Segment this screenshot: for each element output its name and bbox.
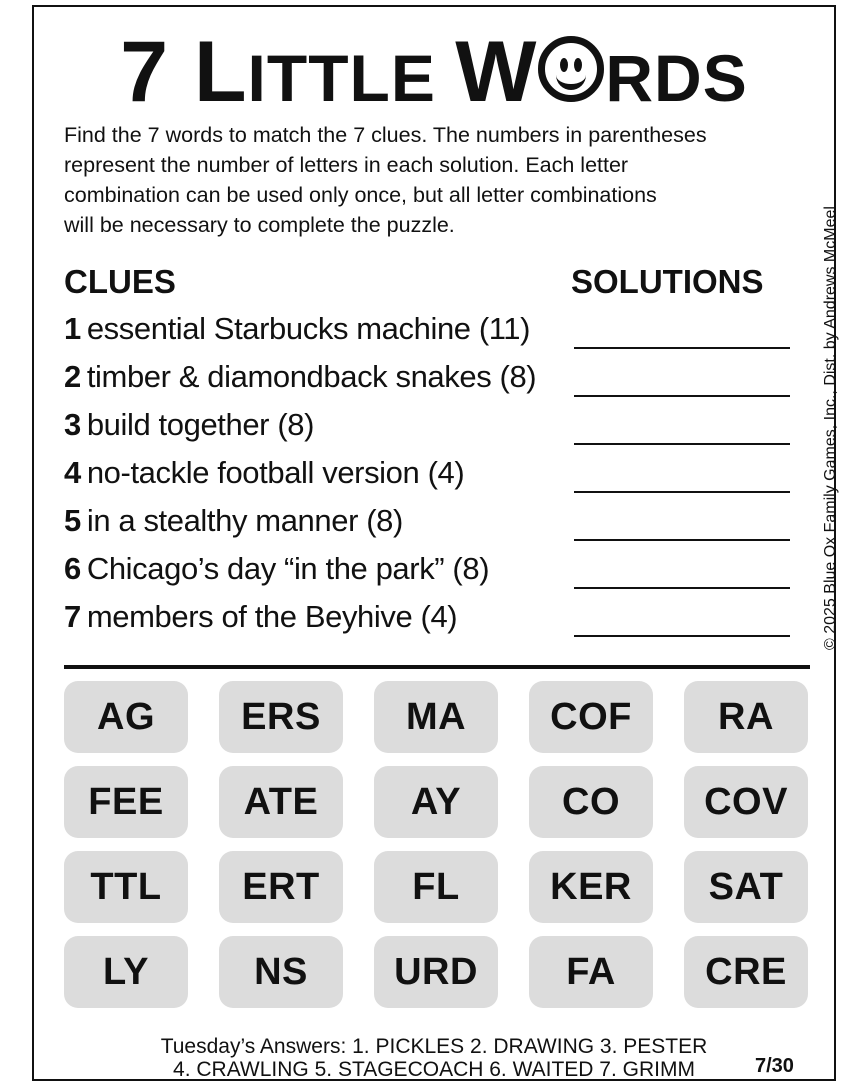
letter-tile[interactable]: RA: [684, 681, 808, 753]
puzzle-title: [34, 24, 834, 120]
instructions-line: represent the number of letters in each solution. Each letter: [64, 153, 629, 177]
previous-answers-line-2: 4. CRAWLING 5. STAGECOACH 6. WAITED 7. GRIMM: [173, 1058, 695, 1081]
letter-tile[interactable]: KER: [529, 851, 653, 923]
title-ittle: ITTLE: [247, 41, 456, 115]
instructions-line: Find the 7 words to match the 7 clues. The numbers in parentheses: [64, 123, 707, 147]
title-w: W: [455, 24, 538, 120]
letter-tile[interactable]: FL: [374, 851, 498, 923]
letter-tile[interactable]: COF: [529, 681, 653, 753]
letter-tile[interactable]: AY: [374, 766, 498, 838]
clue-number: 5: [64, 503, 81, 538]
letter-tile[interactable]: NS: [219, 936, 343, 1008]
solution-blank-6[interactable]: [574, 587, 790, 589]
clue-number: 1: [64, 311, 81, 346]
letter-tile[interactable]: SAT: [684, 851, 808, 923]
clue-number: 2: [64, 359, 81, 394]
letter-tile[interactable]: URD: [374, 936, 498, 1008]
title-seven: 7: [120, 24, 194, 120]
puzzle-date: 7/30: [755, 1055, 794, 1077]
letter-tile[interactable]: MA: [374, 681, 498, 753]
letter-tile[interactable]: CO: [529, 766, 653, 838]
solution-blank-7[interactable]: [574, 635, 790, 637]
letter-tile[interactable]: FEE: [64, 766, 188, 838]
letter-tile[interactable]: TTL: [64, 851, 188, 923]
clue-text: members of the Beyhive (4): [86, 599, 458, 634]
instructions-line: combination can be used only once, but all letter combinations: [64, 183, 657, 207]
clue-5: [64, 503, 403, 539]
letter-tile[interactable]: ERS: [219, 681, 343, 753]
solution-blank-1[interactable]: [574, 347, 790, 349]
solution-blank-2[interactable]: [574, 395, 790, 397]
clue-text: no-tackle football version (4): [86, 455, 465, 490]
previous-answers-line-1: Tuesday’s Answers: 1. PICKLES 2. DRAWING 3. PESTER: [160, 1035, 708, 1058]
clue-text: Chicago’s day “in the park” (8): [86, 551, 490, 586]
clue-text: essential Starbucks machine (11): [86, 311, 531, 346]
clue-1: [64, 311, 530, 347]
letter-tile[interactable]: CRE: [684, 936, 808, 1008]
clue-number: 6: [64, 551, 81, 586]
clue-2: [64, 359, 536, 395]
letter-tile[interactable]: ATE: [219, 766, 343, 838]
clue-number: 7: [64, 599, 81, 634]
instructions: [64, 120, 814, 240]
clue-text: timber & diamondback snakes (8): [86, 359, 537, 394]
letter-tile[interactable]: LY: [64, 936, 188, 1008]
clue-7: [64, 599, 457, 635]
clue-number: 4: [64, 455, 81, 490]
clue-text: in a stealthy manner (8): [86, 503, 403, 538]
divider: [64, 665, 810, 669]
solution-blank-4[interactable]: [574, 491, 790, 493]
copyright-notice: © 2025 Blue Ox Family Games, Inc., Dist. by Andrews McMeel: [822, 206, 839, 650]
clue-4: [64, 455, 464, 491]
title-l: L: [194, 24, 248, 120]
clues-header: CLUES: [64, 263, 176, 300]
clue-number: 3: [64, 407, 81, 442]
letter-tile[interactable]: FA: [529, 936, 653, 1008]
letter-tile[interactable]: COV: [684, 766, 808, 838]
solution-blank-3[interactable]: [574, 443, 790, 445]
clue-3: [64, 407, 314, 443]
instructions-line: will be necessary to complete the puzzle.: [64, 213, 455, 237]
solution-blank-5[interactable]: [574, 539, 790, 541]
solutions-header: SOLUTIONS: [571, 263, 764, 300]
letter-tile[interactable]: AG: [64, 681, 188, 753]
clue-text: build together (8): [86, 407, 315, 442]
title-rds: RDS: [605, 41, 748, 115]
smiley-face-icon: [538, 36, 604, 102]
clue-6: [64, 551, 489, 587]
puzzle-card: [32, 5, 836, 1081]
letter-tile[interactable]: ERT: [219, 851, 343, 923]
